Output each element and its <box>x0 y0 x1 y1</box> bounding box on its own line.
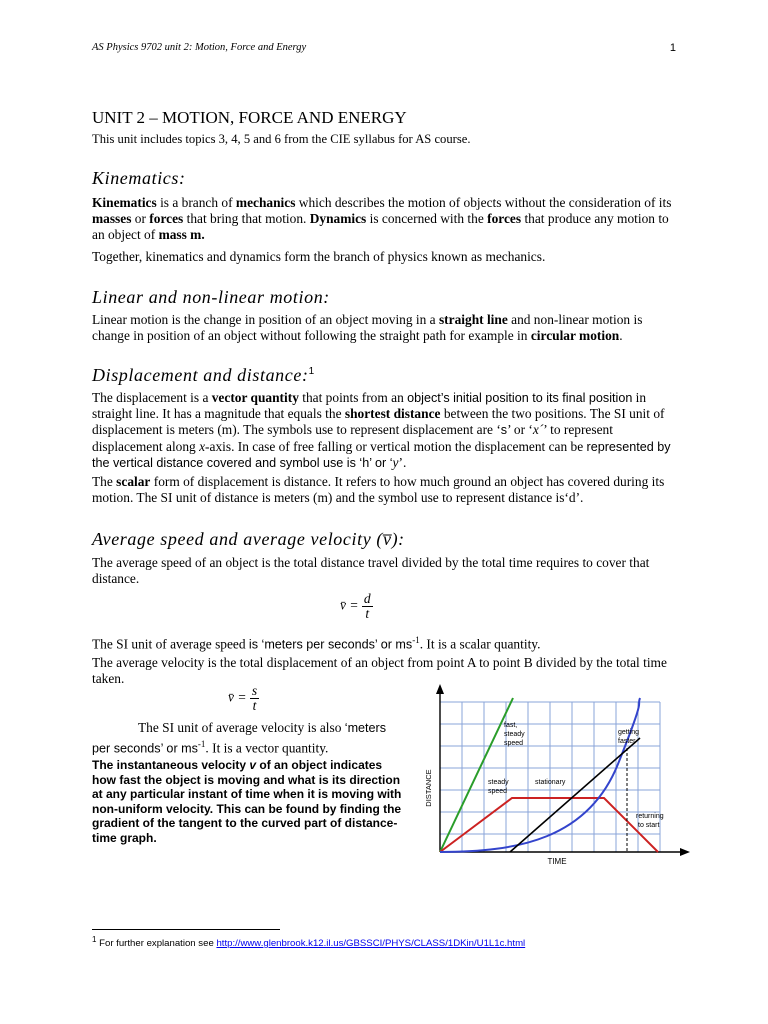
running-header: AS Physics 9702 unit 2: Motion, Force and Energy <box>92 42 307 53</box>
heading-displacement: Displacement and distance:$^1$ <box>92 365 315 385</box>
fast-steady-speed-line <box>440 698 513 852</box>
y-axis-label: DISTANCE <box>424 769 433 807</box>
heading-linear-motion: Linear and non-linear motion: <box>92 287 330 307</box>
average-speed-paragraph: The average speed of an object is the total distance travel divided by the total time requires to cover that distance. <box>92 555 650 587</box>
average-velocity-paragraph: The average velocity is the total displacement of an object from point A to point B divided by the total time taken. <box>92 655 667 687</box>
kinematics-summary: Together, kinematics and dynamics form the branch of physics known as mechanics. <box>92 249 546 264</box>
footnote-divider <box>92 929 280 930</box>
heading-kinematics: Kinematics: <box>92 168 186 188</box>
x-axis-label: TIME <box>547 857 567 866</box>
velocity-si-unit: The SI unit of average velocity is also ‘meters per seconds’ or $ms^{-1}$. It is a vector quantity. <box>92 720 387 756</box>
heading-average-speed: Average speed and average velocity (v̅): <box>92 529 405 549</box>
steady-stationary-returning-line <box>440 798 658 852</box>
page-number: 1 <box>669 42 676 54</box>
equation-velocity: v̄ = $\frac{s}{t}$ <box>228 683 258 713</box>
footnote-link[interactable]: http://www.glenbrook.k12.il.us/GBSSCI/PHYS/CLASS/1DKin/U1L1c.html <box>216 938 526 950</box>
equation-speed: v̄ = $\frac{d}{t}$ <box>340 591 371 621</box>
label-stationary: stationary <box>535 779 566 786</box>
kinematics-paragraph: Kinematics is a branch of mechanics which describes the motion of objects without the consideration of its masses or forces that bring that motion. Dynamics is concerned with the forces that produce any motion to an object of mass m. <box>92 195 672 243</box>
distance-time-graph <box>418 684 694 870</box>
y-axis-arrow <box>436 684 444 694</box>
linear-motion-paragraph: Linear motion is the change in position of an object moving in a straight line and non-linear motion is change in position of an object without following the straight path for example in circular motion. <box>92 312 643 344</box>
label-getting-faster: getting faster <box>618 729 640 745</box>
label-returning: returning to start <box>636 813 664 829</box>
instantaneous-velocity-note: The instantaneous velocity v of an object indicates how fast the object is moving and what is its direction at any particular instant of time when it is moving with non-uniform velocity. This can be found by finding the gradient of the tangent to the curved part of distance-time graph. <box>92 758 402 845</box>
speed-si-unit: The SI unit of average speed is ‘meters per seconds’ or $ms^{-1}$. It is a scalar quantity. <box>92 635 541 652</box>
tangent-line <box>510 738 640 852</box>
displacement-paragraph: The displacement is a vector quantity that points from an object’s initial position to its final position in straight line. It has a magnitude that equals the shortest distance between the two positions. The SI unit of displacement is meters (m). The symbols use to represent displacement are ‘s’ or ‘x´’ to represent displacement along x-axis. In case of free falling or vertical motion the displacement can be represented by the vertical distance covered and symbol use is ‘h’ or ‘y’. <box>92 390 671 470</box>
unit-intro: This unit includes topics 3, 4, 5 and 6 from the CIE syllabus for AS course. <box>92 132 471 146</box>
footnote-ref: 1 <box>308 366 315 377</box>
footnote: $^1$ For further explanation see http://www.glenbrook.k12.il.us/GBSSCI/PHYS/CLASS/1DKin/U1L1c.html <box>92 935 526 950</box>
unit-title: UNIT 2 – MOTION, FORCE AND ENERGY <box>92 108 407 127</box>
distance-paragraph: The scalar form of displacement is distance. It refers to how much ground an object has covered during its motion. The SI unit of distance is meters (m) and the symbol use to represent distance is‘d’. <box>92 474 665 506</box>
x-axis-arrow <box>680 848 690 856</box>
label-steady-speed: steady speed <box>488 779 509 795</box>
footnote-mark: 1 <box>92 935 97 944</box>
label-fast: fast, steady speed <box>504 722 525 747</box>
